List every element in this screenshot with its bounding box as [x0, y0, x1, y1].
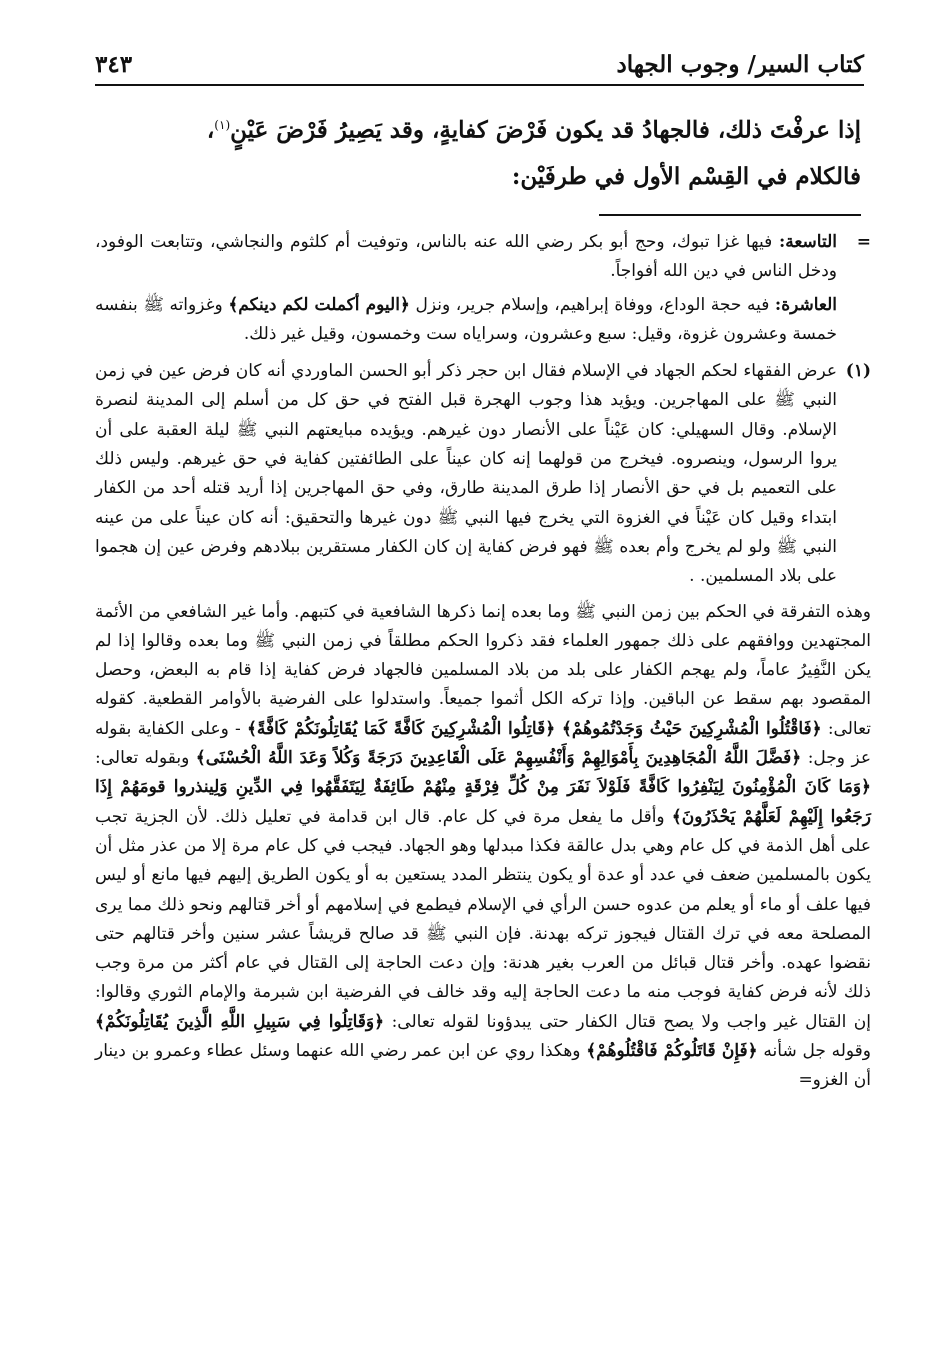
ninth-lead: التاسعة: [778, 232, 837, 252]
footnotes [95, 228, 871, 1096]
footnote-ref: (١) [214, 118, 231, 132]
tenth-lead: العاشرة: [774, 294, 838, 315]
ninth-entry: التاسعة: فيها غزا تبوك، وحج أبو بكر رضي الله عنه بالناس، وتوفيت أم كلثوم والنجاشي، وتتابعت الوفود، ودخل الناس في دين الله أفواجاً. [95, 232, 837, 282]
footnote-1 [95, 357, 871, 591]
footnote-1-text: عرض الفقهاء لحكم الجهاد في الإسلام فقال ابن حجر ذكر أبو الحسن الماوردي أنه كان فرض عين في زمن النبي ﷺ على المهاجرين. ويؤيد هذا وجوب الهجرة قبل الفتح في حق كل من أسلم إلى المدينة لنصرة الإسلام. وقال السهيلي: كان عَيْناً على الأنصار دون غيرهم. ويؤيده مبايعتهم النبي ﷺ ليلة العقبة على أن يروا الرسول، وينصروه. فيخرج من قولهما إنه كان عيناً على الطائفتين كفاية في حق غيرهم. وليس ذلك على التعميم بل في حق الأنصار إذا طرق المدينة طارق، وفي حق المهاجرين إذا أريد قتله أحد من الكفار ابتداء وقيل كان عَيْناً في الغزوة التي يخرج فيها النبي ﷺ دون غيرها والتحقيق: أنه كان عيناً على من عينه النبي ﷺ ولو لم يخرج وأم بعده ﷺ فهو فرض كفاية إن كان الكفار مستقرين ببلادهم وفرض عين إن هجموا على بلاد المسلمين. . [95, 361, 837, 587]
quran-quote: ﴿فَضَّلَ اللَّهُ الْمُجَاهِدِينَ بِأَمْوَالِهِمْ وَأَنْفُسِهِمْ عَلَى الْقَاعِدِينَ دَرَجَةً وَكُلاً وَعَدَ اللَّهُ الْحُسْنَى﴾ [195, 748, 802, 769]
quran-quote: ﴿اليوم أكملت لكم دينكم﴾ [228, 294, 410, 315]
quran-quote: ﴿وَمَا كَانَ الْمُؤْمِنُونَ لِيَنْفِرُوا كَافَّةً فَلَوْلاَ نَفَرَ مِنْ كُلِّ فِرْقَةٍ مِنْهُمْ طَائِفَةٌ لِيَتَفَقَّهُوا فِي الدِّينِ وَلِينذروا قومَهُمْ إِذَا رَجَعُوا إِلَيْهِمْ لَعَلَّهُمْ يَحْذَرُونَ﴾ [95, 777, 871, 827]
continuation-mark: = [856, 232, 871, 252]
main-line-1: إذا عرفْتَ ذلك، فالجهادُ قد يكون فَرْضَ كفايةٍ، وقد يَصِيرُ فَرْضَ عَيْنٍ$^{(١)}$، [206, 116, 861, 144]
footnote-1-mark: (١) [845, 361, 871, 382]
continued-note [95, 228, 871, 353]
quran-quote: ﴿وَقَاتِلُوا فِي سَبِيلِ اللَّهِ الَّذِينَ يُقَاتِلُونَكُمْ﴾ [95, 1011, 385, 1032]
page-number: ٣٤٣ [95, 51, 133, 78]
quran-quote: ﴿فَاقْتُلُوا الْمُشْرِكِينَ حَيْثُ وَجَدْتُمُوهُمْ﴾ ﴿قَاتِلُوا الْمُشْرِكِينَ كَافَّةً كَمَا يُقَاتِلُونَكُمْ كَافَّةً﴾ [246, 718, 822, 739]
running-title: كتاب السير/ وجوب الجهاد [616, 51, 864, 78]
quran-quote: ﴿فَإِنْ قَاتَلُوكُمْ فَاقْتُلُوهُمْ﴾ [586, 1041, 758, 1062]
tenth-entry: العاشرة: فيه حجة الوداع، ووفاة إبراهيم، وإسلام جرير، ونزل ﴿اليوم أكملت لكم دينكم﴾ وغزواته ﷺ بنفسه خمسة وعشرون غزوة، وقيل: سبع وعشرون، وسراياه ست وخمسون، وقيل غير ذلك. [95, 294, 838, 344]
page-header [95, 38, 864, 86]
main-text [100, 102, 861, 200]
main-line-2: فالكلام في القِسْم الأول في طرفَيْن: [511, 162, 861, 190]
footnote-separator [599, 214, 861, 216]
footnote-paragraph: وهذه التفرقة في الحكم بين زمن النبي ﷺ وما بعده إنما ذكرها الشافعية في كتبهم. وأما غير الشافعي من الأئمة المجتهدين ووافقهم على ذلك جمهور العلماء فقد ذكروا الحكم مطلقاً في زمن النبي ﷺ وما بعده وقالوا إذا لم يكن النَّفِيرُ عاماً، ولم يهجم الكفار على بلد من بلاد المسلمين فالجهاد فرض كفاية إذا قام به البعض، وحصل المقصود بهم سقط عن الباقين. وإذا تركه الكل أثموا جميعاً. واستدلوا على الفرضية بالأوامر القطعية. كقوله تعالى: ﴿فَاقْتُلُوا الْمُشْرِكِينَ حَيْثُ وَجَدْتُمُوهُمْ﴾ ﴿قَاتِلُوا الْمُشْرِكِينَ كَافَّةً كَمَا يُقَاتِلُونَكُمْ كَافَّةً﴾ - وعلى الكفاية بقوله عز وجل: ﴿فَضَّلَ اللَّهُ الْمُجَاهِدِينَ بِأَمْوَالِهِمْ وَأَنْفُسِهِمْ عَلَى الْقَاعِدِينَ دَرَجَةً وَكُلاً وَعَدَ اللَّهُ الْحُسْنَى﴾ وبقوله تعالى: ﴿وَمَا كَانَ الْمُؤْمِنُونَ لِيَنْفِرُوا كَافَّةً فَلَوْلاَ نَفَرَ مِنْ كُلِّ فِرْقَةٍ مِنْهُمْ طَائِفَةٌ لِيَتَفَقَّهُوا فِي الدِّينِ وَلِينذروا قومَهُمْ إِذَا رَجَعُوا إِلَيْهِمْ لَعَلَّهُمْ يَحْذَرُونَ﴾ وأقل ما يفعل مرة في كل عام. قال ابن قدامة في تعليل ذلك. لأن الجزية تجب على أهل الذمة في كل عام وهي بدل عالقة فكذا مبدلها وهو الجهاد. فيجب في كل عام مرة إلا من عذر مثل أن يكون بالمسلمين ضعف في عدد أو عدة أو يكون ينتظر المدد يستعين به أو يكون الطريق إليهم فيها مانع أو ليس فيها علف أو ماء أو يعلم من عدوه حسن الرأي في الإسلام فيطمع في إسلامهم أو أخر قتالهم ونحو ذلك مما يرى المصلحة معه في ترك القتال فيجوز تركه بهدنة. فإن النبي ﷺ قد صالح قريشاً عشر سنين وأخر قتالهم حتى نقضوا عهده. وأخر قتال قبائل من العرب بغير هدنة: وإن دعت الحاجة إلى القتال في عام أكثر من مرة وجب ذلك لأنه فرض كفاية فوجب منه ما دعت الحاجة إليه وقد خالف في الفرضية ابن شبرمة والإمام الثوري وقالوا: إن القتال غير واجب ولا يصح قتال الكفار حتى يبدؤونا لقوله تعالى: ﴿وَقَاتِلُوا فِي سَبِيلِ اللَّهِ الَّذِينَ يُقَاتِلُونَكُمْ﴾ وقوله جل شأنه ﴿فَإِنْ قَاتَلُوكُمْ فَاقْتُلُوهُمْ﴾ وهكذا روي عن ابن عمر رضي الله عنهما وسئل عطاء وعمرو بن دينار أن الغزو= [95, 601, 872, 1091]
